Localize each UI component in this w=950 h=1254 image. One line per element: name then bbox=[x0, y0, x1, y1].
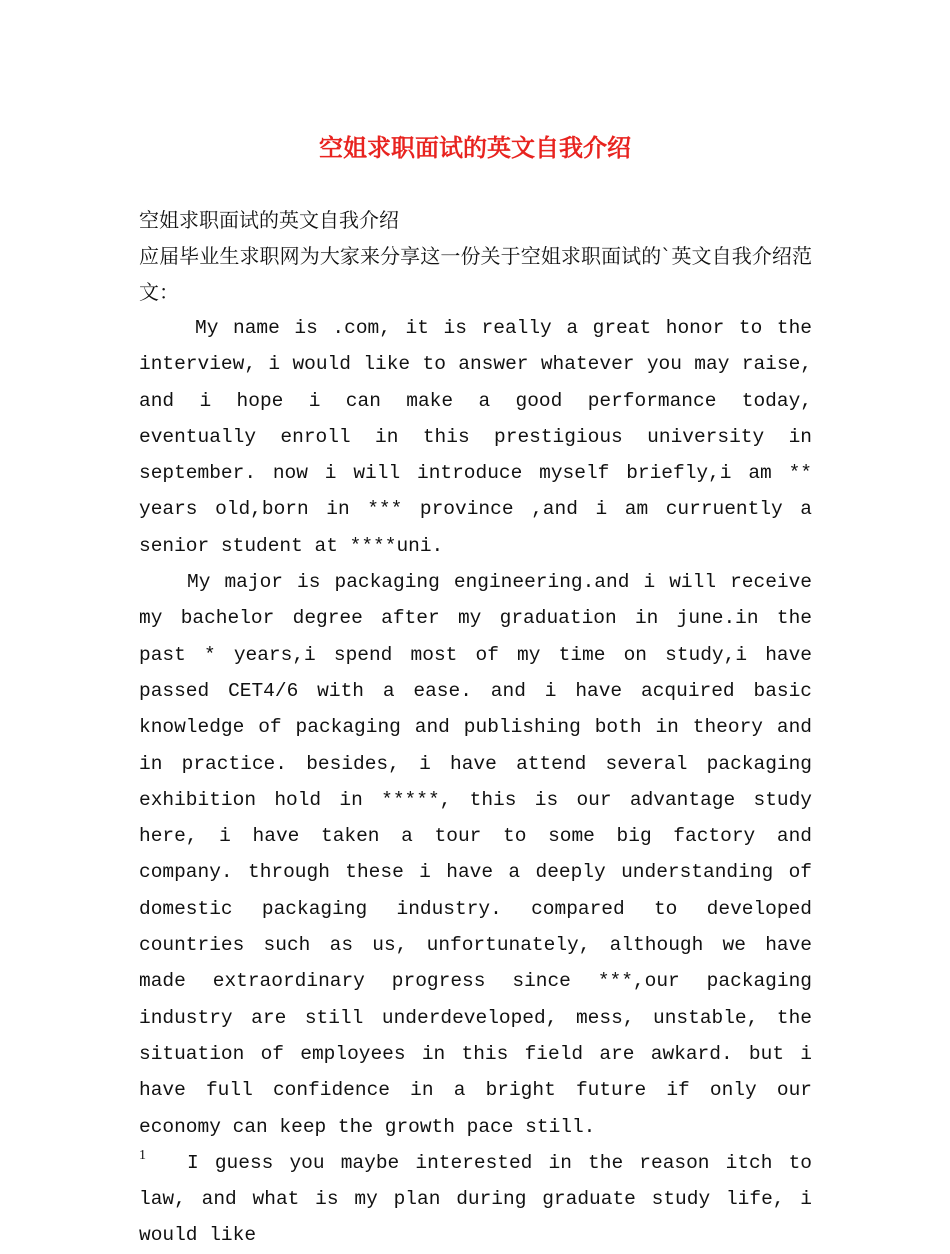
document-title: 空姐求职面试的英文自我介绍 bbox=[319, 133, 631, 162]
page-number: 1 bbox=[139, 1148, 146, 1163]
body-text bbox=[139, 310, 812, 1254]
paragraph-2: My major is packaging engineering.and i will receive my bachelor degree after my graduation in june.in the past * years,i spend most of my time on study,i have passed CET4/6 with a ease. and i have acquired basic knowledge of packaging and publishing both in theory and in practice. besides, i have attend several packaging exhibition hold in *****, this is our advantage study here, i have taken a tour to some big factory and company. through these i have a deeply understanding of domestic packaging industry. compared to developed countries such as us, unfortunately, although we have made extraordinary progress since ***,our packaging industry are still underdeveloped, mess, unstable, the situation of employees in this field are awkard. but i have full confidence in a bright future if only our economy can keep the growth pace still. bbox=[139, 571, 812, 1138]
paragraph-3: I guess you maybe interested in the reason itch to law, and what is my plan during graduate study life, i would like bbox=[139, 1151, 812, 1247]
paragraph-1: My name is .com, it is really a great honor to the interview, i would like to answer whatever you may raise, and i hope i can make a good performance today, eventually enroll in this prestigious university in september. now i will introduce myself briefly,i am ** years old,born in *** province ,and i am curruently a senior student at ****uni. bbox=[139, 317, 812, 557]
intro-line: 应届毕业生求职网为大家来分享这一份关于空姐求职面试的`英文自我介绍范文： bbox=[139, 244, 812, 304]
intro-heading: 空姐求职面试的英文自我介绍 bbox=[139, 208, 399, 232]
